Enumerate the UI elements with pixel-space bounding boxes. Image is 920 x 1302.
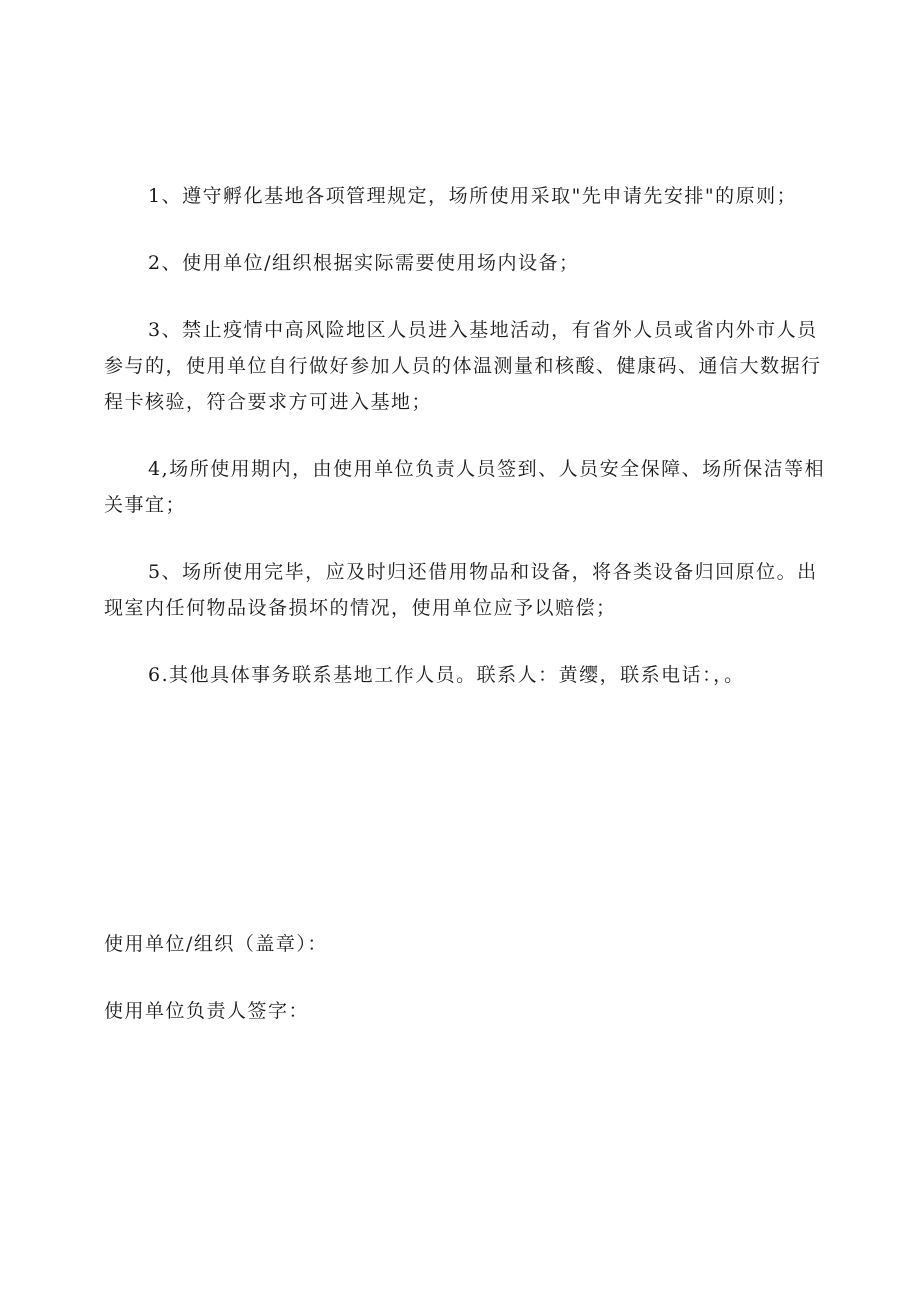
- responsible-person-signature-label: 使用单位负责人签字：: [104, 1000, 310, 1022]
- rule-item-1: 1、遵守孵化基地各项管理规定，场所使用采取"先申请先安排"的原则；: [148, 185, 798, 207]
- rule-item-4: 4,场所使用期内，由使用单位负责人员签到、人员安全保障、场所保洁等相关事宜；: [104, 458, 826, 516]
- rules-list: [104, 178, 832, 724]
- rule-item-5: 5、场所使用完毕，应及时归还借用物品和设备，将各类设备归回原位。出现室内任何物品设备损坏的情况，使用单位应予以赔偿；: [104, 561, 818, 619]
- rule-item-2: 2、使用单位/组织根据实际需要使用场内设备；: [148, 252, 580, 274]
- rule-item-6: 6.其他具体事务联系基地工作人员。联系人：黄缨，联系电话：，。: [148, 664, 745, 686]
- rule-item-3: 3、禁止疫情中高风险地区人员进入基地活动，有省外人员或省内外市人员参与的，使用单位自行做好参加人员的体温测量和核酸、健康码、通信大数据行程卡核验，符合要求方可进入基地；: [104, 319, 822, 413]
- organization-seal-label: 使用单位/组织（盖章）：: [104, 933, 328, 955]
